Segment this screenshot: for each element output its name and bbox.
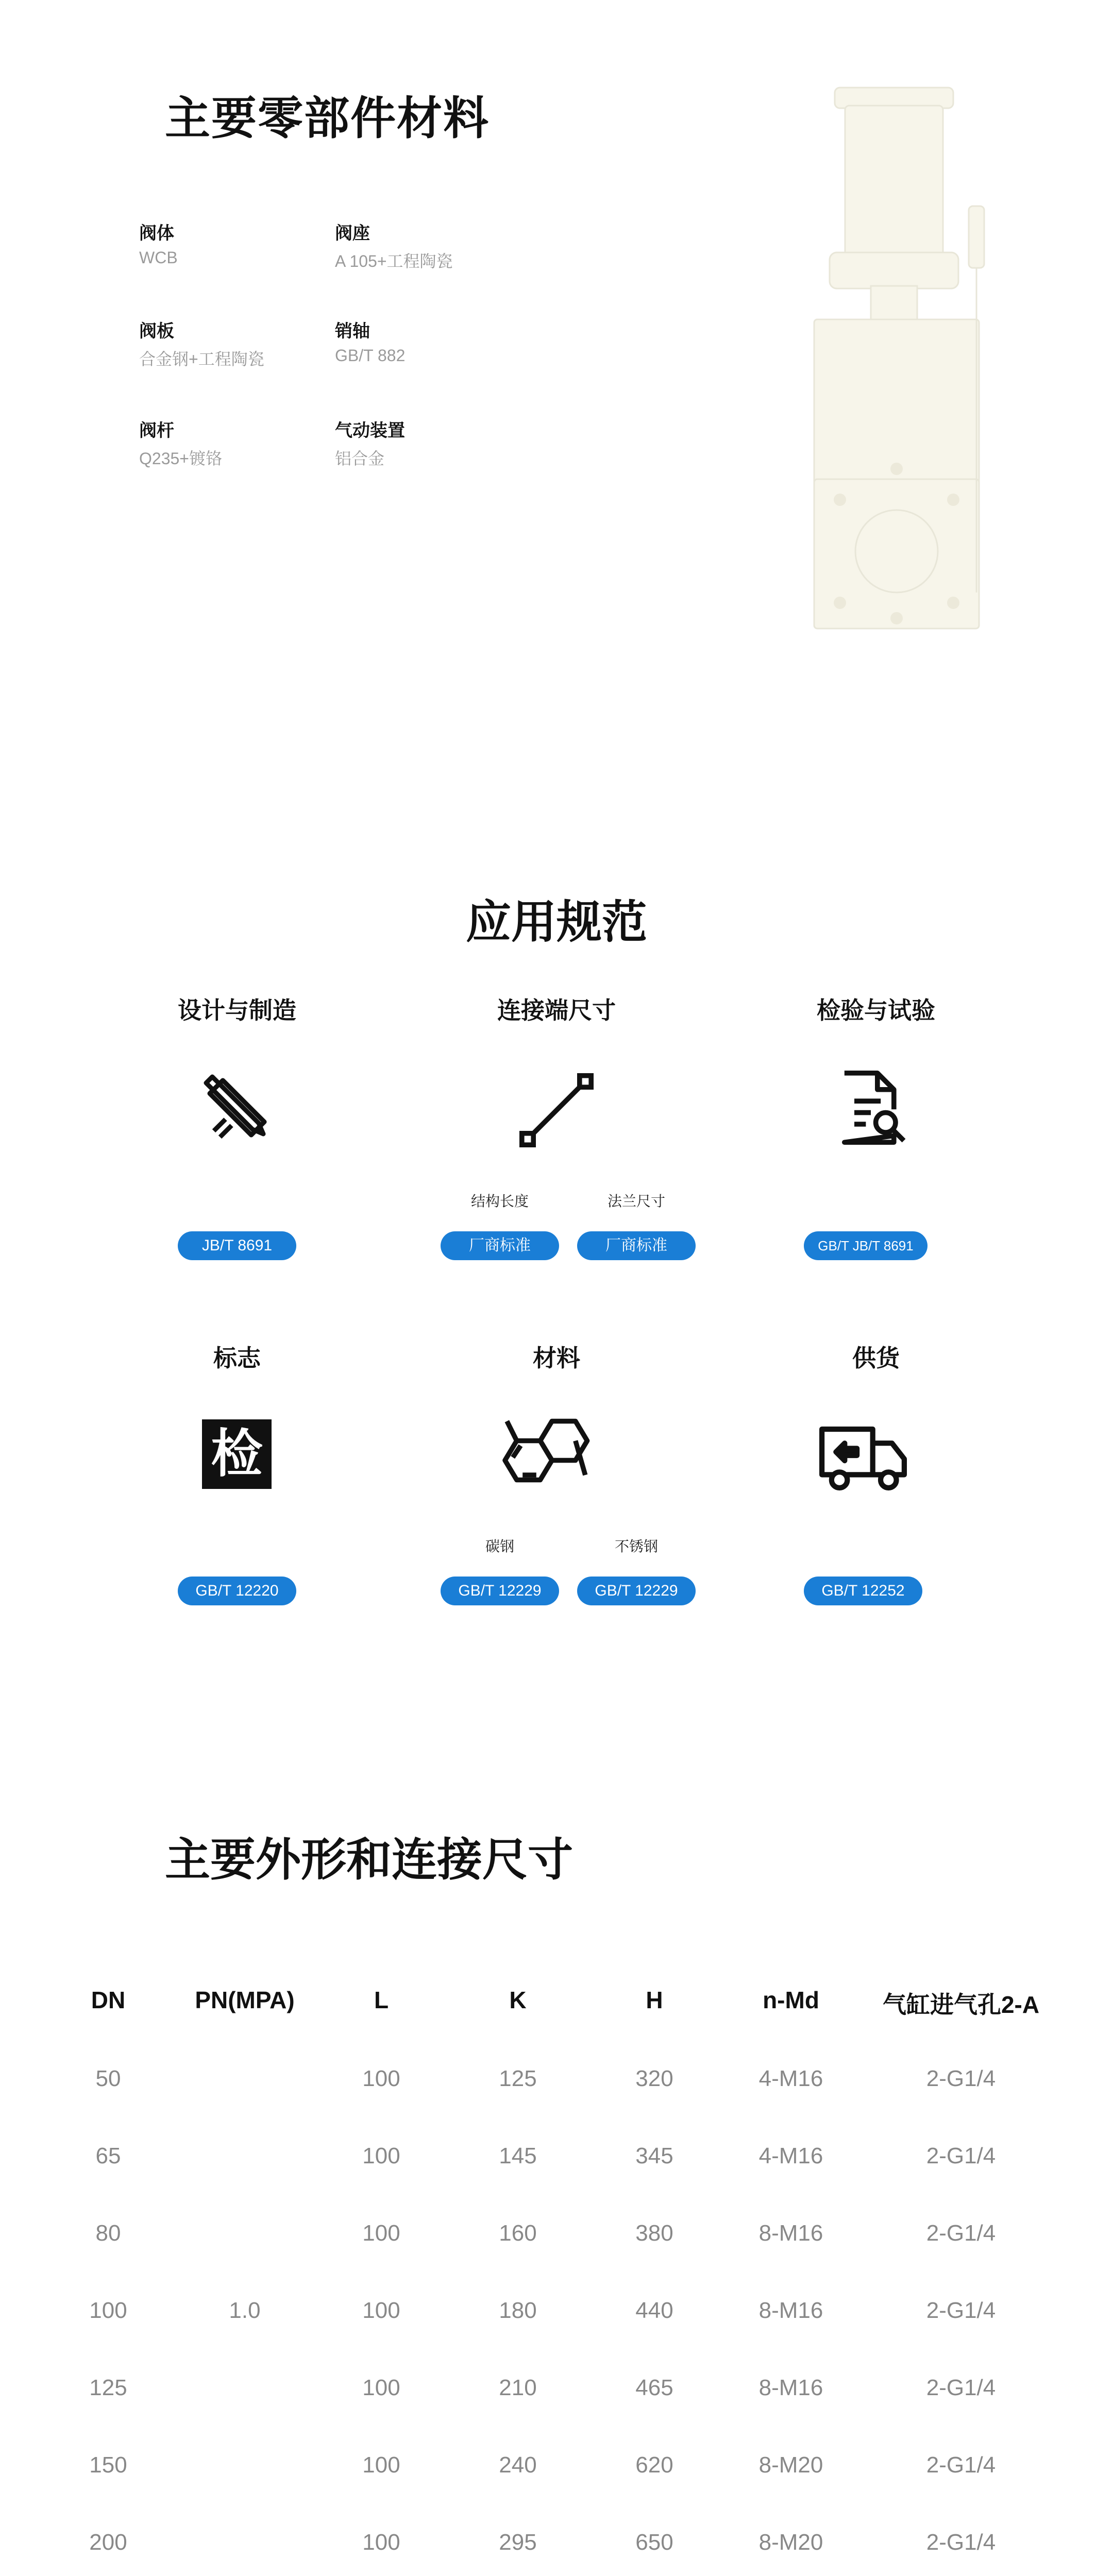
material-value: WCB: [139, 248, 178, 267]
spec-cell-material: [371, 1340, 742, 1374]
table-cell: 295: [499, 2530, 537, 2555]
table-header-cell: 气缸进气孔2-A: [882, 1991, 1040, 2018]
table-cell: 8-M20: [758, 2452, 823, 2478]
material-item: [139, 219, 335, 267]
standard-badge: GB/T JB/T 8691: [804, 1231, 927, 1260]
table-cell: 100: [362, 2452, 400, 2478]
table-cell: 200: [89, 2530, 127, 2555]
spec-sublabel: 法兰尺寸: [607, 1193, 665, 1209]
dimensions-title: 主要外形和连接尺寸: [165, 1834, 574, 1885]
spec-sublabel: 碳钢: [485, 1538, 514, 1554]
material-label: 阀座: [335, 224, 370, 243]
application-title: 应用规范: [465, 896, 647, 947]
document-search-icon: [830, 1066, 912, 1149]
material-label: 阀杆: [139, 421, 174, 440]
materials-title: 主要零部件材料: [165, 93, 490, 144]
material-value: GB/T 882: [335, 346, 406, 365]
standard-badge: 厂商标准: [441, 1231, 559, 1260]
table-cell: 50: [95, 2066, 121, 2091]
valve-product-image: [794, 77, 1020, 696]
table-cell: 4-M16: [758, 2143, 823, 2168]
table-cell: 2-G1/4: [926, 2221, 996, 2246]
spec-sublabel: 不锈钢: [614, 1538, 658, 1554]
inspection-mark-icon: [202, 1419, 272, 1489]
material-item: [335, 219, 531, 272]
spec-sublabel: 结构长度: [470, 1193, 529, 1209]
standard-badge: GB/T 12229: [441, 1577, 559, 1605]
material-label: 阀板: [139, 321, 174, 341]
table-cell: 100: [362, 2066, 400, 2091]
spec-cell-connection: [371, 992, 742, 1026]
material-label: 阀体: [139, 224, 174, 243]
ruler-pencil-icon: [198, 1069, 276, 1146]
table-cell: 100: [362, 2298, 400, 2323]
table-cell: 210: [499, 2375, 537, 2400]
table-cell: 100: [362, 2221, 400, 2246]
material-value: 铝合金: [335, 449, 385, 468]
table-cell: 2-G1/4: [926, 2530, 996, 2555]
standard-badge: 厂商标准: [577, 1231, 696, 1260]
table-cell: 8-M16: [758, 2298, 823, 2323]
table-header-cell: DN: [91, 1987, 126, 2013]
table-cell: 345: [635, 2143, 673, 2168]
table-cell: 465: [635, 2375, 673, 2400]
molecule-icon: [495, 1406, 613, 1504]
spec-cell-mark: [52, 1340, 423, 1374]
table-cell: 2-G1/4: [926, 2066, 996, 2091]
table-cell: 2-G1/4: [926, 2375, 996, 2400]
standard-badge: GB/T 12220: [178, 1577, 296, 1605]
table-cell: 240: [499, 2452, 537, 2478]
material-value: A 105+工程陶瓷: [335, 252, 453, 270]
table-cell: 160: [499, 2221, 537, 2246]
table-cell: 320: [635, 2066, 673, 2091]
spec-cell-supply: [690, 1340, 1061, 1374]
table-cell: 620: [635, 2452, 673, 2478]
table-cell: 100: [362, 2530, 400, 2555]
table-cell: 380: [635, 2221, 673, 2246]
table-cell: 125: [499, 2066, 537, 2091]
table-header-cell: PN(MPA): [195, 1987, 295, 2013]
table-cell: 650: [635, 2530, 673, 2555]
table-cell: 8-M16: [758, 2221, 823, 2246]
material-value: Q235+镀铬: [139, 449, 222, 468]
table-cell: 440: [635, 2298, 673, 2323]
mark-char: 检: [211, 1425, 263, 1483]
spec-caption: 材料: [533, 1345, 580, 1371]
table-cell: 2-G1/4: [926, 2452, 996, 2478]
spec-cell-design: [52, 992, 423, 1026]
material-item: [139, 317, 335, 370]
material-item: [335, 317, 531, 365]
material-item: [139, 416, 335, 469]
spec-caption: 设计与制造: [178, 997, 296, 1024]
table-cell: 8-M20: [758, 2530, 823, 2555]
table-header-cell: H: [646, 1987, 663, 2013]
material-label: 销轴: [335, 321, 370, 341]
standard-badge: GB/T 12252: [804, 1577, 922, 1605]
table-cell: 100: [89, 2298, 127, 2323]
spec-caption: 检验与试验: [817, 997, 935, 1024]
table-cell: 100: [362, 2375, 400, 2400]
table-cell: 180: [499, 2298, 537, 2323]
table-cell: 4-M16: [758, 2066, 823, 2091]
material-label: 气动装置: [335, 421, 405, 440]
material-item: [335, 416, 531, 469]
table-header-cell: L: [374, 1987, 389, 2013]
table-cell: 125: [89, 2375, 127, 2400]
table-cell: 145: [499, 2143, 537, 2168]
standard-badge: GB/T 12229: [577, 1577, 696, 1605]
spec-caption: 标志: [213, 1345, 261, 1371]
standard-badge: JB/T 8691: [178, 1231, 296, 1260]
table-cell: 65: [95, 2143, 121, 2168]
table-cell: 2-G1/4: [926, 2143, 996, 2168]
table-cell: 8-M16: [758, 2375, 823, 2400]
table-cell: 2-G1/4: [926, 2298, 996, 2323]
material-value: 合金钢+工程陶瓷: [139, 350, 264, 368]
table-header-cell: K: [509, 1987, 527, 2013]
table-cell: 80: [95, 2221, 121, 2246]
table-cell: 150: [89, 2452, 127, 2478]
table-cell: 100: [362, 2143, 400, 2168]
spec-cell-inspection: [690, 992, 1061, 1026]
table-cell: 1.0: [229, 2298, 261, 2323]
connector-line-icon: [515, 1069, 598, 1151]
table-header-cell: n-Md: [763, 1987, 819, 2013]
spec-caption: 供货: [852, 1345, 900, 1371]
spec-caption: 连接端尺寸: [497, 997, 616, 1024]
delivery-truck-icon: [814, 1412, 912, 1499]
